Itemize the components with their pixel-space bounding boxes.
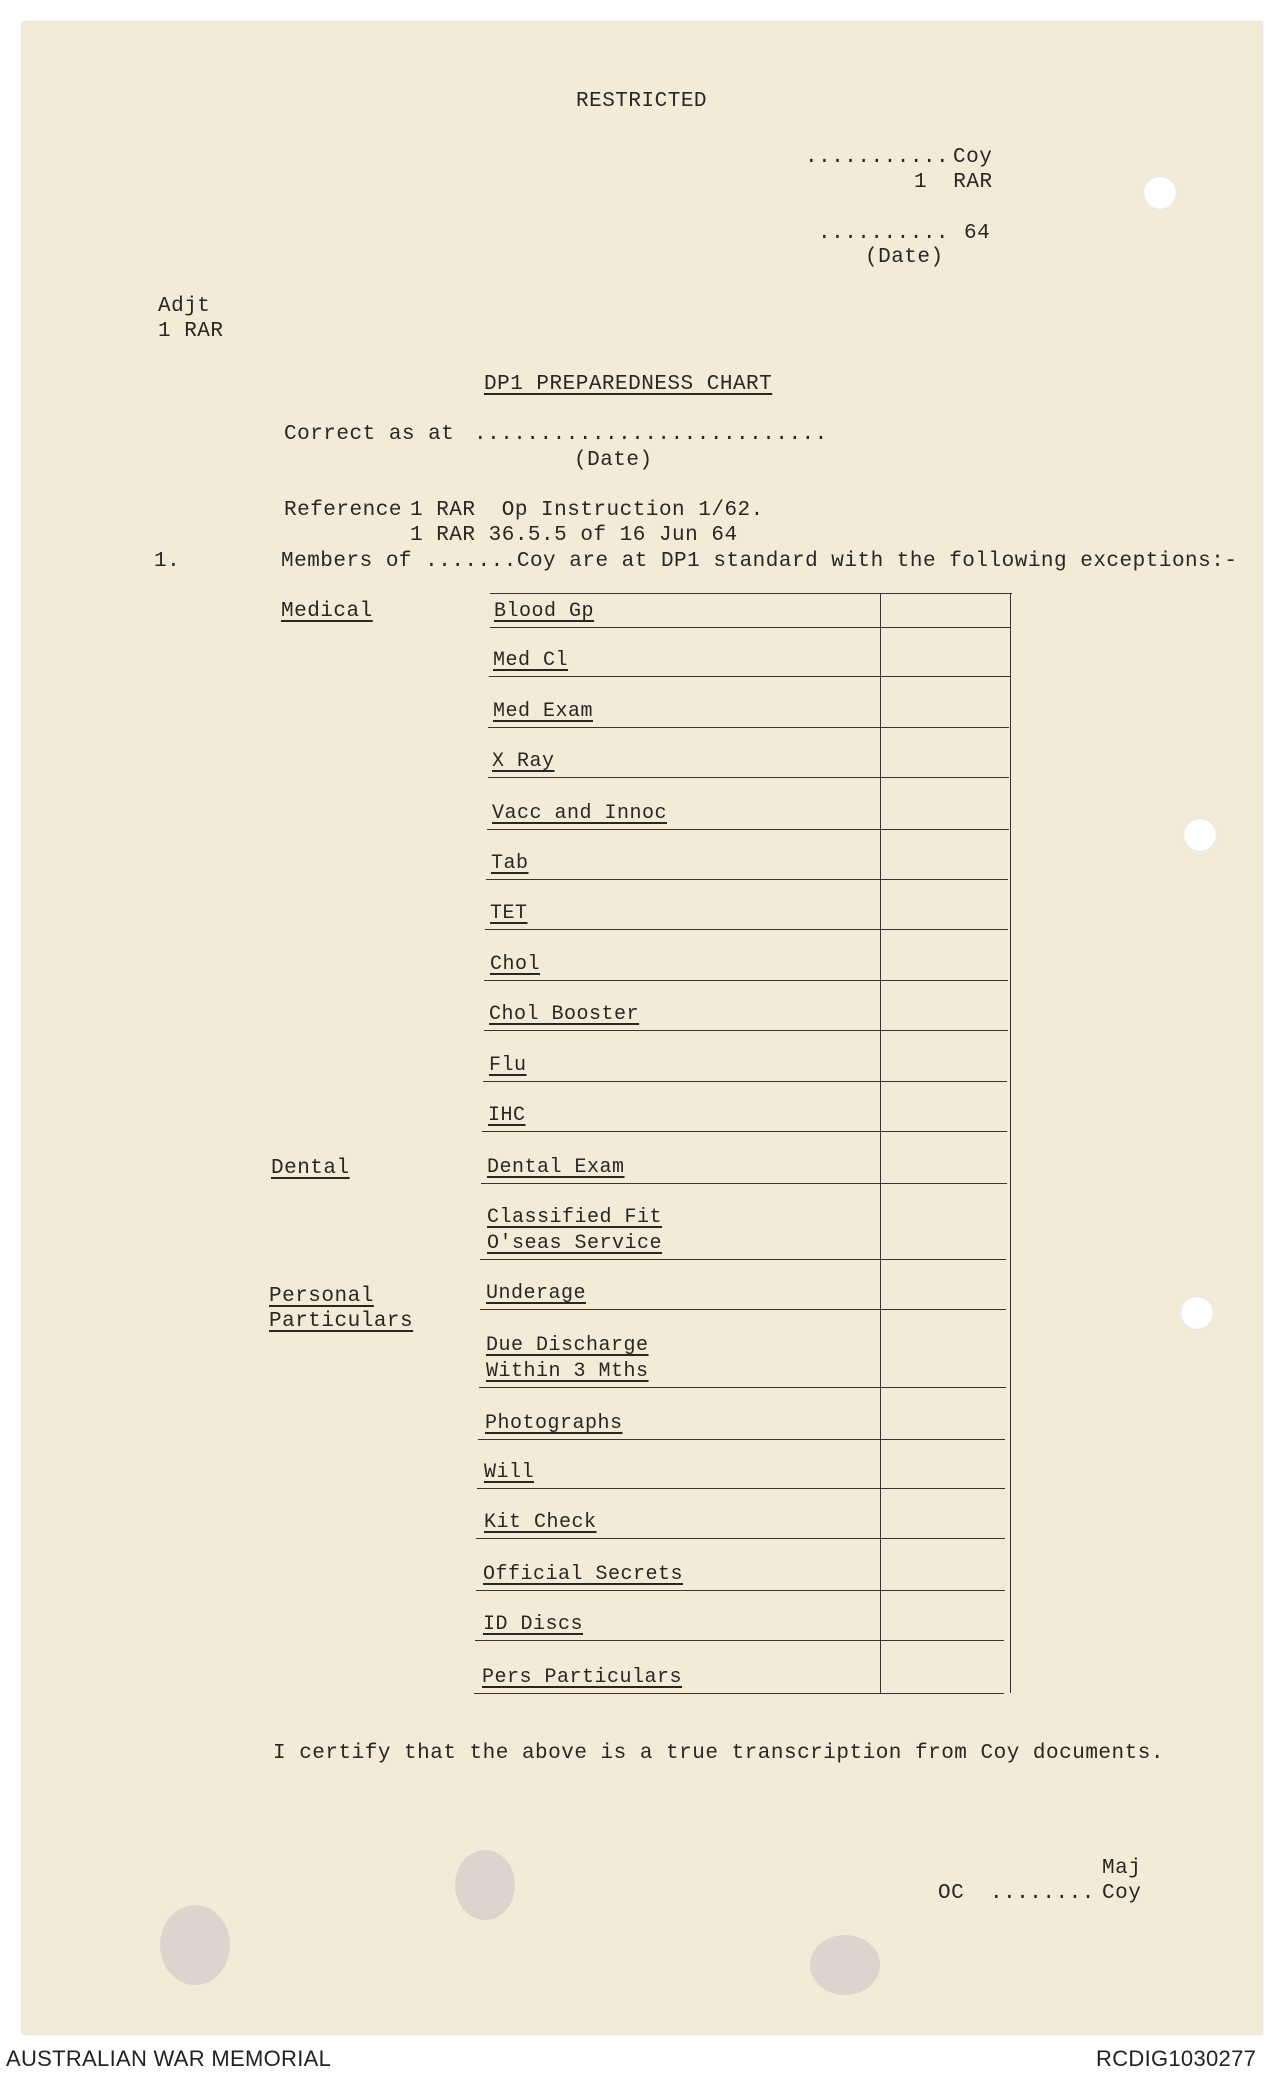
table-row-label: Dental Exam xyxy=(487,1156,625,1179)
coy-dots: ........... xyxy=(805,146,950,169)
table-row-rule xyxy=(490,627,1010,628)
table-row-rule xyxy=(488,777,1009,778)
table-row-label: Official Secrets xyxy=(483,1563,684,1586)
table-row-rule xyxy=(477,1488,1005,1489)
footer-source: AUSTRALIAN WAR MEMORIAL xyxy=(6,2046,332,2071)
reference-line2: 1 RAR 36.5.5 of 16 Jun 64 xyxy=(410,524,738,547)
table-row-label: Vacc and Innoc xyxy=(492,802,668,825)
table-right-border xyxy=(1010,593,1011,1693)
table-column-divider xyxy=(880,593,881,1693)
table-row-rule xyxy=(479,1387,1006,1388)
table-top-rule xyxy=(490,593,1012,594)
addressee-line2: 1 RAR xyxy=(158,320,224,343)
table-row-label: TET xyxy=(490,902,528,925)
table-row-rule xyxy=(480,1309,1006,1310)
signature-oc-dots: ........ xyxy=(990,1882,1095,1905)
table-row-label: Pers Particulars xyxy=(482,1666,683,1689)
unit-line: 1 RAR xyxy=(914,171,993,194)
paragraph-text: Members of .......Coy are at DP1 standard with the following exceptions:- xyxy=(281,550,1238,573)
table-exception-cell[interactable] xyxy=(882,1592,1006,1638)
stain-mark xyxy=(160,1905,230,1985)
table-row-rule xyxy=(484,1030,1008,1031)
table-row-label: Will xyxy=(484,1461,535,1484)
table-row-rule xyxy=(483,1081,1007,1082)
table-exception-cell[interactable] xyxy=(882,1133,1006,1181)
table-exception-cell[interactable] xyxy=(882,779,1006,827)
table-row-label: Tab xyxy=(491,852,529,875)
classification-marking: RESTRICTED xyxy=(576,90,708,113)
table-exception-cell[interactable] xyxy=(882,831,1006,877)
table-row-rule xyxy=(480,1259,1006,1260)
signature-coy-label: Coy xyxy=(1102,1882,1142,1905)
table-row-label: ID Discs xyxy=(483,1613,584,1636)
table-row-rule xyxy=(482,1131,1007,1132)
stain-mark xyxy=(455,1850,515,1920)
table-row-label: Underage xyxy=(486,1282,587,1305)
punch-hole-top xyxy=(1143,176,1177,210)
table-row-label: Chol Booster xyxy=(489,1003,640,1026)
table-row-rule xyxy=(488,727,1009,728)
reference-line1: 1 RAR Op Instruction 1/62. xyxy=(410,499,764,522)
table-row-rule xyxy=(475,1640,1004,1641)
section-dental: Dental xyxy=(271,1157,350,1180)
table-exception-cell[interactable] xyxy=(882,678,1006,725)
paragraph-number: 1. xyxy=(154,550,181,573)
table-exception-cell[interactable] xyxy=(882,1540,1006,1588)
stain-mark xyxy=(810,1935,880,1995)
date-dots: .......... xyxy=(818,222,950,245)
year-value: 64 xyxy=(964,222,991,245)
table-row-label: X Ray xyxy=(492,750,555,773)
table-exception-cell[interactable] xyxy=(882,1083,1006,1129)
section-particulars: Particulars xyxy=(269,1310,414,1333)
table-exception-cell[interactable] xyxy=(882,595,1006,625)
signature-oc-label: OC xyxy=(938,1882,965,1905)
section-personal: Personal xyxy=(269,1285,374,1308)
table-row-label: Kit Check xyxy=(484,1511,597,1534)
table-row-label: Chol xyxy=(490,953,541,976)
table-exception-cell[interactable] xyxy=(882,1185,1006,1257)
table-row-rule xyxy=(485,929,1008,930)
table-exception-cell[interactable] xyxy=(882,629,1006,674)
certification-statement: I certify that the above is a true transcription from Coy documents. xyxy=(273,1742,1164,1765)
table-exception-cell[interactable] xyxy=(882,1441,1006,1486)
table-row-label: Photographs xyxy=(485,1412,623,1435)
table-row-rule xyxy=(476,1538,1005,1539)
table-row-rule xyxy=(489,676,1010,677)
page-title: DP1 PREPAREDNESS CHART xyxy=(484,373,773,396)
table-row-rule xyxy=(487,829,1009,830)
addressee-line1: Adjt xyxy=(158,295,211,318)
table-row-label: IHC xyxy=(488,1104,526,1127)
table-row-label: Classified Fit O'seas Service xyxy=(487,1206,663,1255)
table-exception-cell[interactable] xyxy=(882,729,1006,775)
table-row-label: Med Cl xyxy=(493,649,569,672)
table-exception-cell[interactable] xyxy=(882,1490,1006,1536)
table-exception-cell[interactable] xyxy=(882,881,1006,927)
table-row-rule xyxy=(481,1183,1007,1184)
correct-as-at-dots: ........................... xyxy=(474,423,828,446)
table-exception-cell[interactable] xyxy=(882,1032,1006,1079)
coy-label: Coy xyxy=(953,146,993,169)
table-row-rule xyxy=(476,1590,1005,1591)
table-exception-cell[interactable] xyxy=(882,1389,1006,1437)
table-exception-cell[interactable] xyxy=(882,931,1006,978)
table-exception-cell[interactable] xyxy=(882,1642,1006,1691)
punch-hole-middle xyxy=(1183,818,1217,852)
punch-hole-bottom xyxy=(1180,1296,1214,1330)
table-row-label: Med Exam xyxy=(493,700,594,723)
table-row-rule xyxy=(486,879,1008,880)
table-row-label: Blood Gp xyxy=(494,600,595,623)
table-row-rule xyxy=(478,1439,1005,1440)
table-exception-cell[interactable] xyxy=(882,982,1006,1028)
table-row-label: Due Discharge Within 3 Mths xyxy=(486,1334,649,1383)
table-row-rule xyxy=(474,1693,1004,1694)
section-medical: Medical xyxy=(281,600,373,623)
date-caption: (Date) xyxy=(865,246,944,269)
signature-rank: Maj xyxy=(1102,1857,1142,1880)
table-row-label: Flu xyxy=(489,1054,527,1077)
table-exception-cell[interactable] xyxy=(882,1261,1006,1307)
table-row-rule xyxy=(484,980,1008,981)
reference-label: Reference xyxy=(284,499,402,522)
table-exception-cell[interactable] xyxy=(882,1311,1006,1385)
correct-as-at-caption: (Date) xyxy=(574,449,653,472)
footer-identifier: RCDIG1030277 xyxy=(1096,2046,1257,2071)
correct-as-at-label: Correct as at xyxy=(284,423,455,446)
